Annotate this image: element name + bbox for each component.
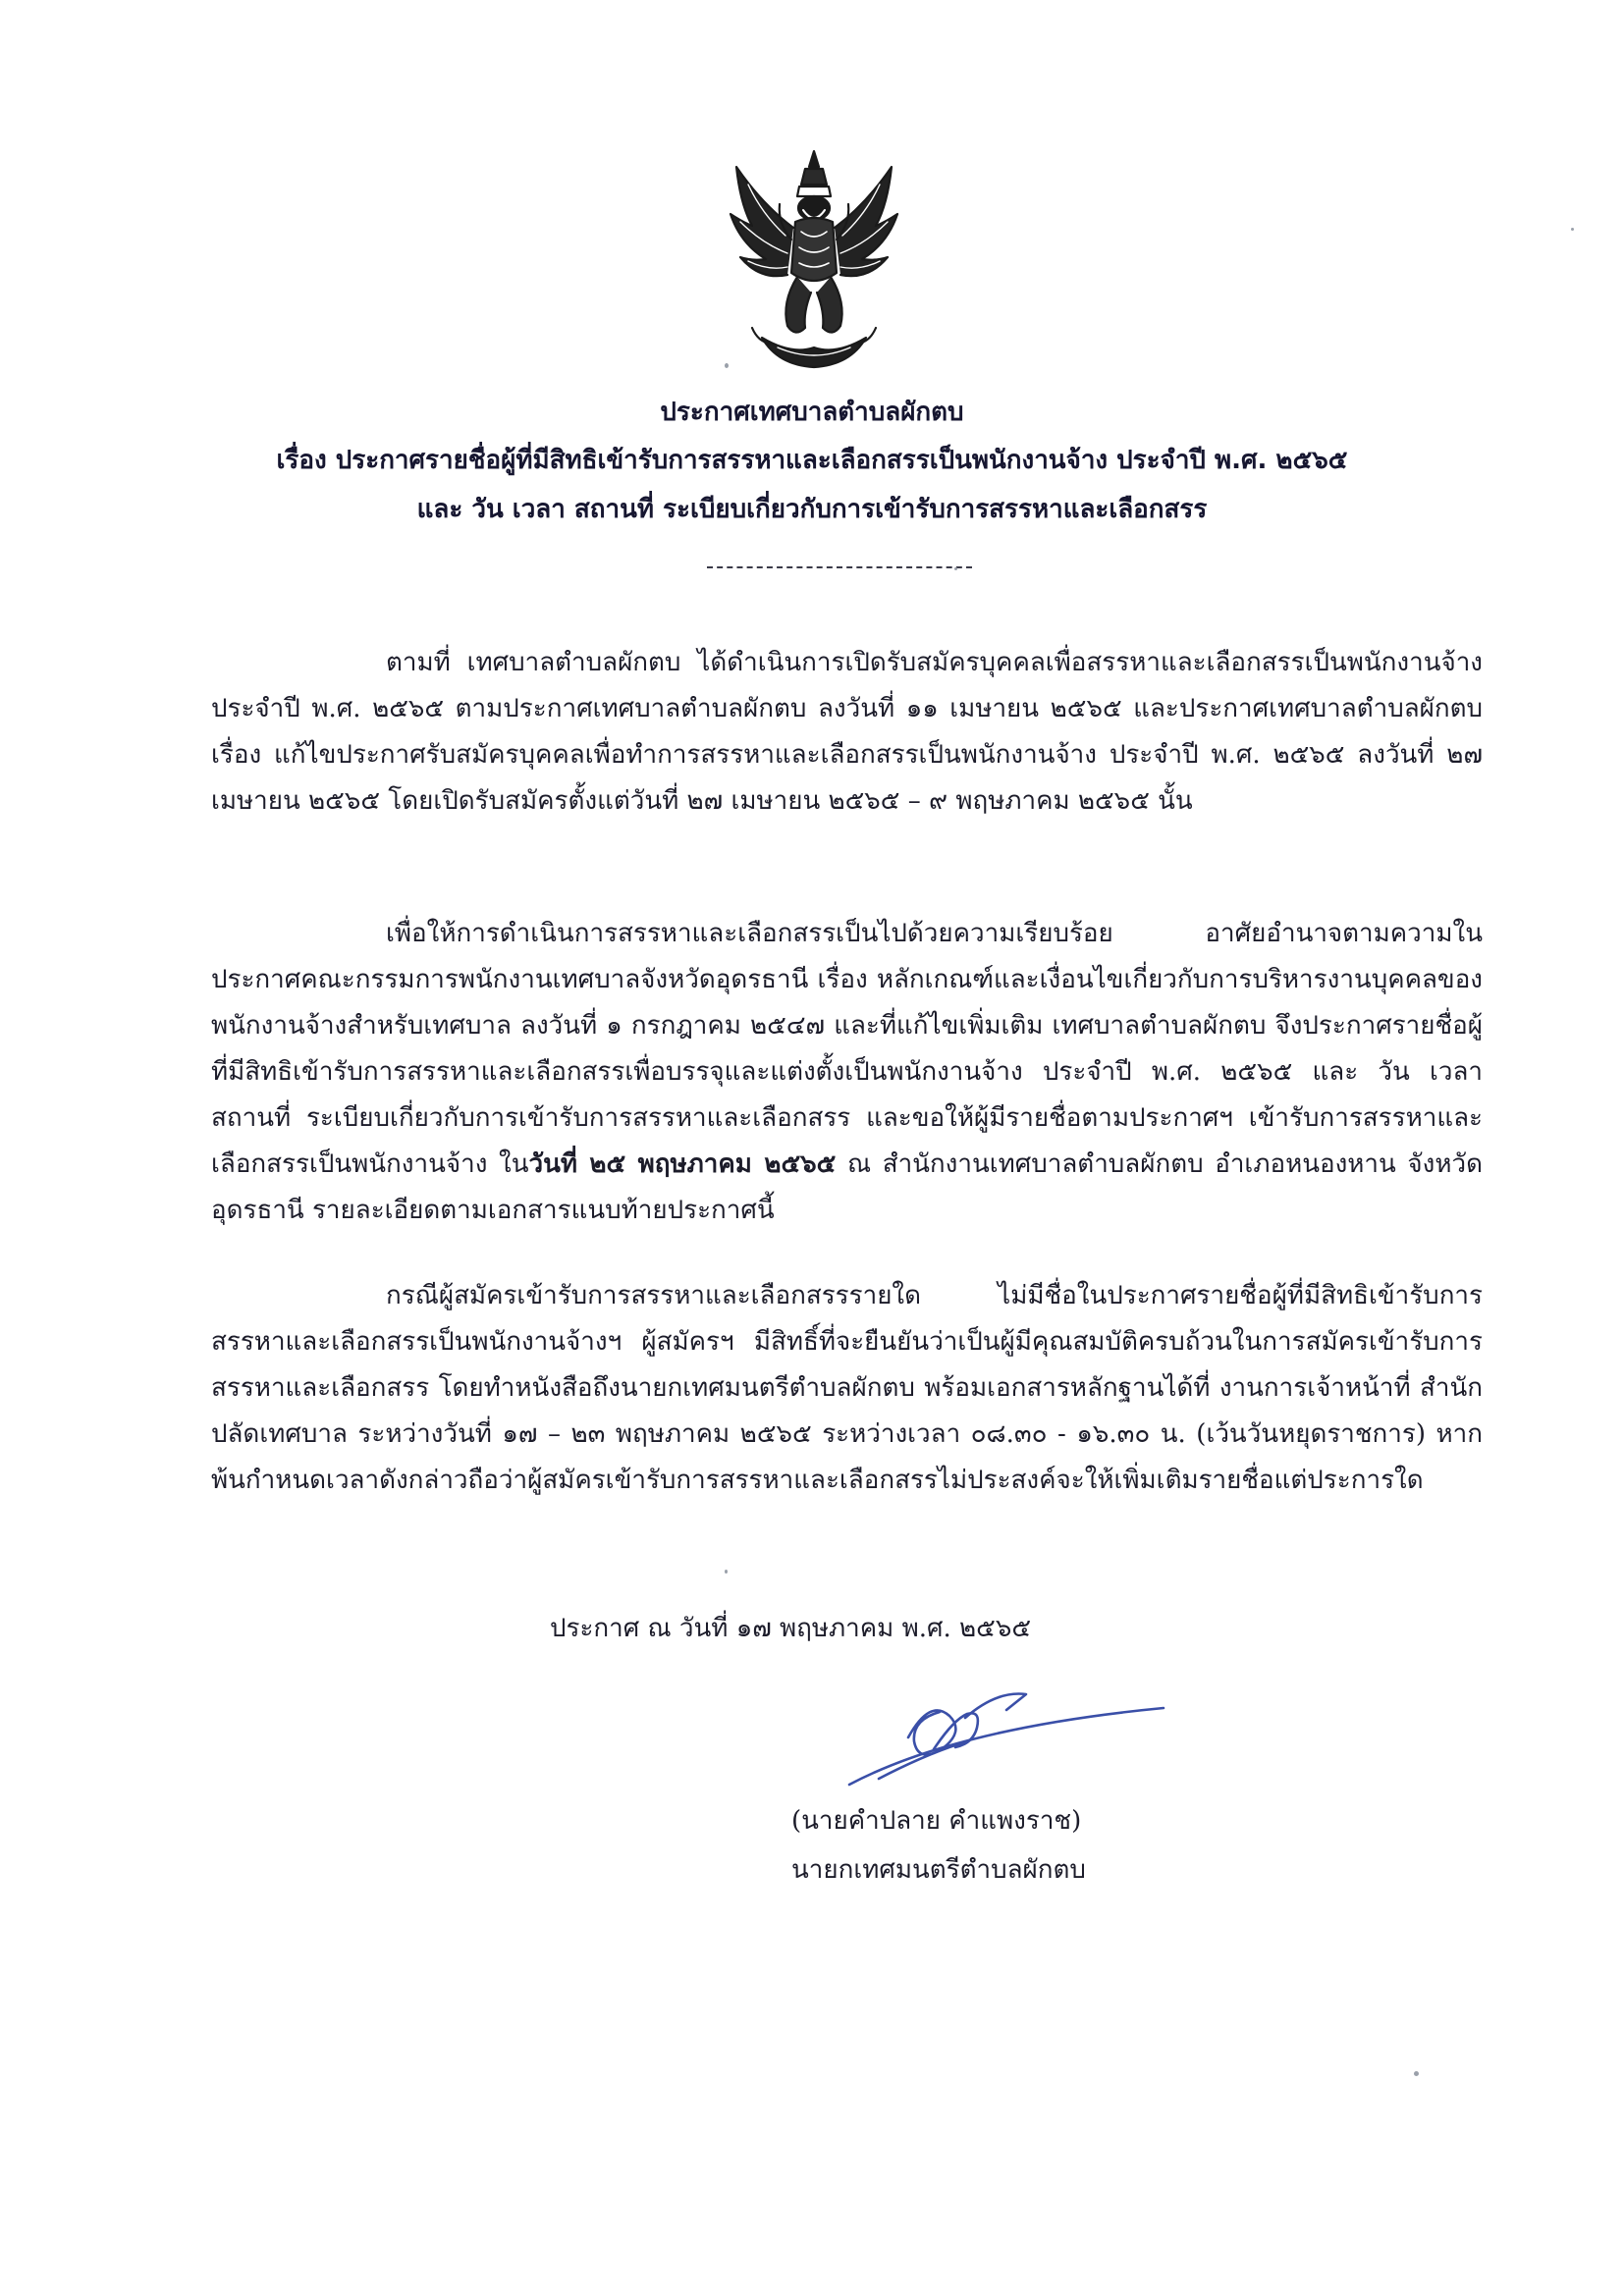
garuda-emblem-icon — [723, 145, 905, 373]
signer-title: นายกเทศมนตรีตำบลผักตบ — [791, 1855, 1086, 1885]
paragraph-announcement-text: เพื่อให้การดำเนินการสรรหาและเลือกสรรเป็นไปด้วยความเรียบร้อย อาศัยอำนาจตามความในประกาศคณะกรรมการพนักงานเทศบาลจังหวัดอุดรธานี เรื่อง หลักเกณฑ์และเงื่อนไขเกี่ยวกับการบริหารงานบุคคลของพนักงานจ้างสำหรับเทศบาล ลงวันที่ ๑ กรกฎาคม ๒๕๔๗ และที่แก้ไขเพิ่มเติม เทศบาลตำบลผักตบ จึงประกาศรายชื่อผู้ที่มีสิทธิเข้ารับการสรรหาและเลือกสรรเพื่อบรรจุและแต่งตั้งเป็นพนักงานจ้าง ประจำปี พ.ศ. ๒๕๖๕ และ วัน เวลา สถานที่ ระเบียบเกี่ยวกับการเข้ารับการสรรหาและเลือกสรร และขอให้ผู้มีรายชื่อตามประกาศฯ เข้ารับการสรรหาและเลือกสรรเป็นพนักงานจ้าง ใน — [211, 919, 1483, 1179]
announcement-subject-cont: และ วัน เวลา สถานที่ ระเบียบเกี่ยวกับการเข้ารับการสรรหาและเลือกสรร — [416, 495, 1208, 524]
announcement-subject: เรื่อง ประกาศรายชื่อผู้ที่มีสิทธิเข้ารับการสรรหาและเลือกสรรเป็นพนักงานจ้าง ประจำปี พ.ศ. ๒๕๖๕ — [276, 446, 1348, 475]
announce-date: ประกาศ ณ วันที่ ๑๗ พฤษภาคม พ.ศ. ๒๕๖๕ — [550, 1614, 1032, 1643]
paragraph-announcement — [211, 911, 1483, 1234]
divider — [707, 566, 972, 568]
scan-speck — [725, 363, 729, 368]
exam-date: วันที่ ๒๕ พฤษภาคม ๒๕๖๕ — [528, 1149, 837, 1179]
paragraph-appeal: กรณีผู้สมัครเข้ารับการสรรหาและเลือกสรรรายใด ไม่มีชื่อในประกาศรายชื่อผู้ที่มีสิทธิเข้ารับการสรรหาและเลือกสรรเป็นพนักงานจ้างฯ ผู้สมัครฯ มีสิทธิ์ที่จะยืนยันว่าเป็นผู้มีคุณสมบัติครบถ้วนในการสมัครเข้ารับการสรรหาและเลือกสรร โดยทำหนังสือถึงนายกเทศมนตรีตำบลผักตบ พร้อมเอกสารหลักฐานได้ที่ งานการเจ้าหน้าที่ สำนักปลัดเทศบาล ระหว่างวันที่ ๑๗ – ๒๓ พฤษภาคม ๒๕๖๕ ระหว่างเวลา ๐๘.๓๐ - ๑๖.๓๐ น. (เว้นวันหยุดราชการ) หากพ้นกำหนดเวลาดังกล่าวถือว่าผู้สมัครเข้ารับการสรรหาและเลือกสรรไม่ประสงค์จะให้เพิ่มเติมรายชื่อแต่ประการใด — [211, 1281, 1483, 1495]
scan-speck — [1414, 2071, 1419, 2076]
scan-speck — [954, 567, 957, 570]
announcement-issuer: ประกาศเทศบาลตำบลผักตบ — [660, 398, 964, 427]
signer-name: (นายคำปลาย คำแพงราช) — [791, 1806, 1082, 1836]
scan-speck — [1571, 228, 1574, 231]
paragraph-background: ตามที่ เทศบาลตำบลผักตบ ได้ดำเนินการเปิดรับสมัครบุคคลเพื่อสรรหาและเลือกสรรเป็นพนักงานจ้าง ประจำปี พ.ศ. ๒๕๖๕ ตามประกาศเทศบาลตำบลผักตบ ลงวันที่ ๑๑ เมษายน ๒๕๖๕ และประกาศเทศบาลตำบลผักตบ เรื่อง แก้ไขประกาศรับสมัครบุคคลเพื่อทำการสรรหาและเลือกสรรเป็นพนักงานจ้าง ประจำปี พ.ศ. ๒๕๖๕ ลงวันที่ ๒๗ เมษายน ๒๕๖๕ โดยเปิดรับสมัครตั้งแต่วันที่ ๒๗ เมษายน ๒๕๖๕ – ๙ พฤษภาคม ๒๕๖๕ นั้น — [211, 648, 1483, 816]
scan-speck — [725, 1570, 728, 1574]
paragraph-announcement-location: ณ สำนักงานเทศบาลตำบลผักตบ อำเภอหนองหาน จังหวัดอุดรธานี รายละเอียดตามเอกสารแนบท้ายประกาศนี้ — [211, 1149, 1483, 1225]
